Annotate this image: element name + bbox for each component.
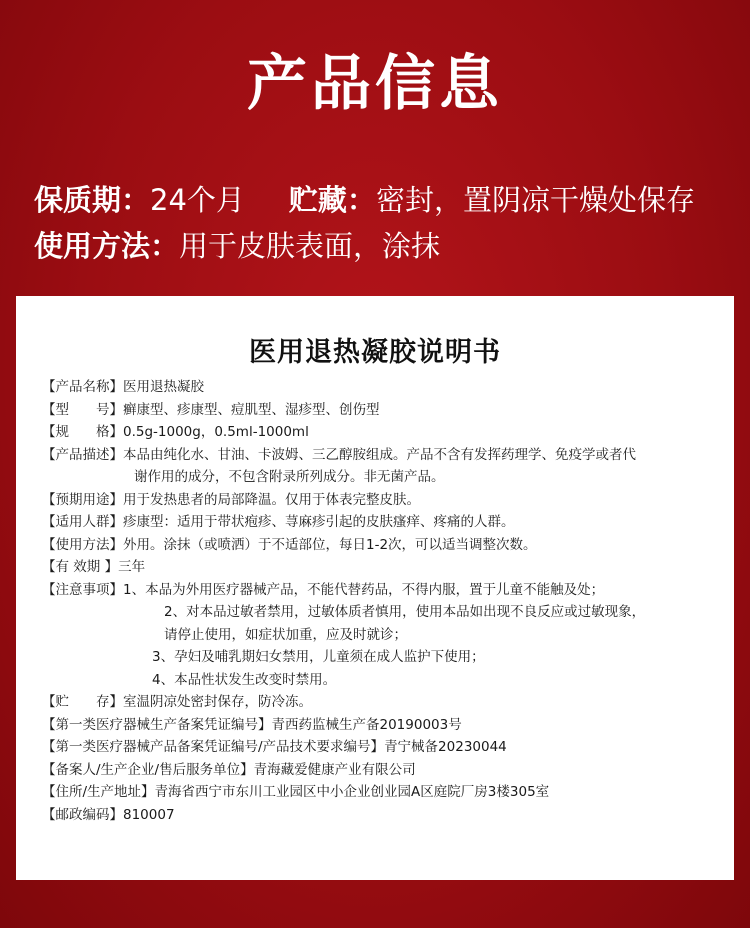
row-label: 【使用方法】 bbox=[42, 536, 123, 553]
row-value: 2、对本品过敏者禁用，过敏体质者慎用，使用本品如出现不良反应或过敏现象， bbox=[164, 604, 646, 620]
row-address bbox=[42, 781, 722, 804]
row-precautions-2 bbox=[42, 601, 722, 624]
row-product-name bbox=[42, 376, 722, 399]
row-label: 【产品名称】 bbox=[42, 379, 123, 395]
row-label: 【备案人/生产企业/售后服务单位】 bbox=[42, 761, 254, 778]
row-label: 【贮 存】 bbox=[42, 694, 123, 710]
shelf-life-value: 24个月 bbox=[150, 183, 245, 217]
row-label: 【邮政编码】 bbox=[42, 806, 123, 823]
row-value: 1、本品为外用医疗器械产品，不能代替药品，不得内服，置于儿童不能触及处； bbox=[123, 581, 605, 598]
row-production-record bbox=[42, 714, 722, 737]
manual-title: 医用退热凝胶说明书 bbox=[249, 337, 501, 368]
usage-line bbox=[34, 226, 440, 266]
row-model bbox=[42, 399, 722, 422]
row-value: 外用。涂抹（或喷洒）于不适部位，每日1-2次，可以适当调整次数。 bbox=[123, 536, 537, 553]
usage-value: 用于皮肤表面，涂抹 bbox=[179, 229, 441, 263]
row-value: 室温阴凉处密封保存，防冷冻。 bbox=[123, 694, 312, 710]
row-value: 3、孕妇及哺乳期妇女禁用，儿童须在成人监护下使用； bbox=[152, 649, 485, 665]
row-label: 【注意事项】 bbox=[42, 581, 123, 598]
page-title: 产品信息 bbox=[247, 49, 503, 119]
row-registrant bbox=[42, 759, 722, 782]
row-precautions-4 bbox=[42, 669, 722, 692]
row-value: 谢作用的成分，不包含附录所列成分。非无菌产品。 bbox=[134, 469, 445, 485]
row-value: 810007 bbox=[123, 806, 175, 823]
manual-rows bbox=[42, 376, 722, 826]
shelf-life-label: 保质期： bbox=[34, 183, 151, 217]
row-description-cont bbox=[42, 466, 722, 489]
storage-value: 密封，置阴凉干燥处保存 bbox=[375, 183, 695, 217]
row-postcode bbox=[42, 804, 722, 827]
row-description bbox=[42, 444, 722, 467]
row-product-record bbox=[42, 736, 722, 759]
row-target-group bbox=[42, 511, 722, 534]
row-label: 【有 效期 】 bbox=[42, 559, 119, 575]
row-spec bbox=[42, 421, 722, 444]
row-value: 癣康型、疹康型、痘肌型、湿疹型、创伤型 bbox=[123, 401, 380, 418]
row-value: 青西药监械生产备20190003号 bbox=[271, 716, 462, 733]
row-value: 请停止使用，如症状加重，应及时就诊； bbox=[164, 626, 407, 643]
row-value: 本品由纯化水、甘油、卡波姆、三乙醇胺组成。产品不含有发挥药理学、免疫学或者代 bbox=[123, 446, 636, 463]
row-value: 4、本品性状发生改变时禁用。 bbox=[152, 671, 337, 688]
row-usage bbox=[42, 534, 722, 557]
row-value: 0.5g-1000g，0.5ml-1000ml bbox=[123, 424, 309, 440]
row-value: 青海省西宁市东川工业园区中小企业创业园A区庭院厂房3楼305室 bbox=[154, 784, 550, 800]
row-value: 青宁械备20230044 bbox=[384, 739, 507, 755]
manual-card bbox=[16, 296, 734, 880]
row-storage bbox=[42, 691, 722, 714]
row-label: 【第一类医疗器械生产备案凭证编号】 bbox=[42, 716, 272, 733]
row-value: 青海藏爱健康产业有限公司 bbox=[253, 761, 416, 778]
usage-label: 使用方法： bbox=[34, 229, 180, 263]
row-value: 医用退热凝胶 bbox=[123, 379, 204, 395]
row-value: 用于发热患者的局部降温。仅用于体表完整皮肤。 bbox=[123, 491, 420, 508]
row-precautions-2-cont bbox=[42, 624, 722, 647]
shelf-storage-line bbox=[34, 180, 695, 220]
row-label: 【型 号】 bbox=[42, 401, 123, 418]
row-value: 三年 bbox=[118, 559, 146, 575]
storage-label: 贮藏： bbox=[288, 183, 376, 217]
row-label: 【第一类医疗器械产品备案凭证编号/产品技术要求编号】 bbox=[42, 739, 385, 755]
row-label: 【产品描述】 bbox=[42, 446, 123, 463]
row-precautions bbox=[42, 579, 722, 602]
row-label: 【住所/生产地址】 bbox=[42, 784, 155, 800]
row-label: 【预期用途】 bbox=[42, 491, 123, 508]
row-value: 疹康型：适用于带状疱疹、荨麻疹引起的皮肤瘙痒、疼痛的人群。 bbox=[123, 514, 515, 530]
row-precautions-3 bbox=[42, 646, 722, 669]
row-intended-use bbox=[42, 489, 722, 512]
row-label: 【适用人群】 bbox=[42, 514, 123, 530]
row-label: 【规 格】 bbox=[42, 424, 123, 440]
row-validity bbox=[42, 556, 722, 579]
